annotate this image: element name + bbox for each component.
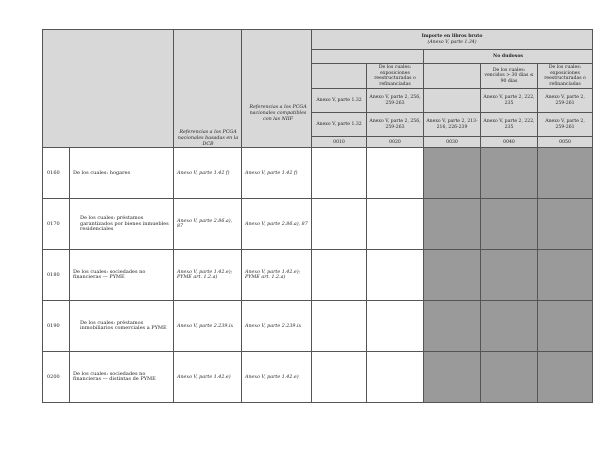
ref-top-1: Anexo V, parte 1.32 — [312, 89, 367, 113]
row-code: 0170 — [43, 199, 70, 250]
cell-0010[interactable] — [312, 148, 367, 199]
cell-0040 — [481, 352, 538, 403]
row-ref-niif: Anexo V, parte 1.42.e); PYME art. 1.2.a) — [242, 250, 312, 301]
table-row — [43, 199, 593, 250]
ref-top-2: Anexo V, parte 2, 256, 259-263 — [367, 89, 424, 113]
cell-0030 — [424, 199, 481, 250]
cell-0040 — [481, 250, 538, 301]
cell-0010[interactable] — [312, 352, 367, 403]
row-label: De los cuales: sociedades no financieras — distintas de PYME — [70, 352, 174, 403]
col-code-0030: 0030 — [424, 137, 481, 148]
row-ref-niif: Anexo V, parte 2.239.ix — [242, 301, 312, 352]
row-label: De los cuales: hogares — [70, 148, 174, 199]
col-code-0020: 0020 — [367, 137, 424, 148]
cell-0030 — [424, 250, 481, 301]
cell-0020[interactable] — [367, 148, 424, 199]
ref-niif-2: Anexo V, parte 2, 256, 259-263 — [367, 113, 424, 137]
no-dudosos-header: No dudosos — [424, 50, 593, 64]
c2-sub: De los cuales: exposiciones reestructuradas o refinanciadas — [367, 64, 424, 89]
table-row — [43, 250, 593, 301]
table-row — [43, 301, 593, 352]
c5-sub: De los cuales: exposiciones reestructuradas o refinanciadas — [538, 64, 593, 89]
importe-header — [312, 30, 593, 50]
cell-0020[interactable] — [367, 250, 424, 301]
cell-0040 — [481, 148, 538, 199]
row-ref-niif: Anexo V, parte 2.86.a), 87 — [242, 199, 312, 250]
col-header-niif-text: Referencias a los PCGA nacionales compatibles con las NIIF — [249, 105, 307, 122]
cell-0040 — [481, 199, 538, 250]
row-code: 0200 — [43, 352, 70, 403]
ref-top-4: Anexo V, parte 2, 222, 235 — [481, 89, 538, 113]
row-ref-niif: Anexo V, parte 1.42.e) — [242, 352, 312, 403]
table-row — [43, 352, 593, 403]
cell-0010[interactable] — [312, 301, 367, 352]
cell-0050 — [538, 250, 593, 301]
row-ref-dcb: Anexo V, parte 1.42.e) — [174, 352, 242, 403]
cell-0040 — [481, 301, 538, 352]
c1-sub — [312, 64, 367, 89]
col-code-0010: 0010 — [312, 137, 367, 148]
row-ref-niif: Anexo V, parte 1.42 f) — [242, 148, 312, 199]
col-code-0050: 0050 — [538, 137, 593, 148]
cell-0010[interactable] — [312, 199, 367, 250]
row-label: De los cuales: sociedades no financieras — PYME — [70, 250, 174, 301]
cell-0020[interactable] — [367, 301, 424, 352]
cell-0030 — [424, 352, 481, 403]
col-header-dcb-text: Referencias a los PCGA nacionales basadas en la DCB — [177, 130, 239, 147]
cell-0020[interactable] — [367, 352, 424, 403]
cell-0050 — [538, 199, 593, 250]
row-code: 0190 — [43, 301, 70, 352]
ref-niif-5: Anexo V, parte 2, 259-261 — [538, 113, 593, 137]
row-label: De los cuales: préstamos garantizados por bienes inmuebles residenciales — [70, 199, 174, 250]
cell-0020[interactable] — [367, 199, 424, 250]
table-row — [43, 148, 593, 199]
ref-top-3 — [424, 89, 481, 113]
cell-0010[interactable] — [312, 250, 367, 301]
cell-0050 — [538, 148, 593, 199]
cell-0030 — [424, 301, 481, 352]
corner-header — [43, 30, 174, 148]
row-code: 0180 — [43, 250, 70, 301]
col-header-niif — [242, 30, 312, 148]
cell-0050 — [538, 352, 593, 403]
col-code-0040: 0040 — [481, 137, 538, 148]
c4-sub: De los cuales: vencidos > 30 días ≤ 90 días — [481, 64, 538, 89]
cell-0030 — [424, 148, 481, 199]
ref-niif-4: Anexo V, parte 2, 222, 235 — [481, 113, 538, 137]
cell-0050 — [538, 301, 593, 352]
row-code: 0160 — [43, 148, 70, 199]
blank-header — [312, 50, 424, 64]
importe-subtitle: (Anexo V, parte 1.34) — [427, 39, 477, 45]
row-ref-dcb: Anexo V, parte 1.42 f) — [174, 148, 242, 199]
ref-niif-1: Anexo V, parte 1.32 — [312, 113, 367, 137]
financial-report-table — [42, 29, 593, 403]
row-ref-dcb: Anexo V, parte 2.86.a), 87 — [174, 199, 242, 250]
row-ref-dcb: Anexo V, parte 1.42.e); PYME art. 1.2.a) — [174, 250, 242, 301]
c3-sub — [424, 64, 481, 89]
ref-top-5: Anexo V, parte 2, 259-261 — [538, 89, 593, 113]
row-ref-dcb: Anexo V, parte 2.239.ix — [174, 301, 242, 352]
ref-niif-3: Anexo V, parte 2, 213-216, 226-239 — [424, 113, 481, 137]
row-label: De los cuales: préstamos inmobiliarios comerciales a PYME — [70, 301, 174, 352]
importe-title: Importe en libros bruto — [421, 33, 483, 39]
